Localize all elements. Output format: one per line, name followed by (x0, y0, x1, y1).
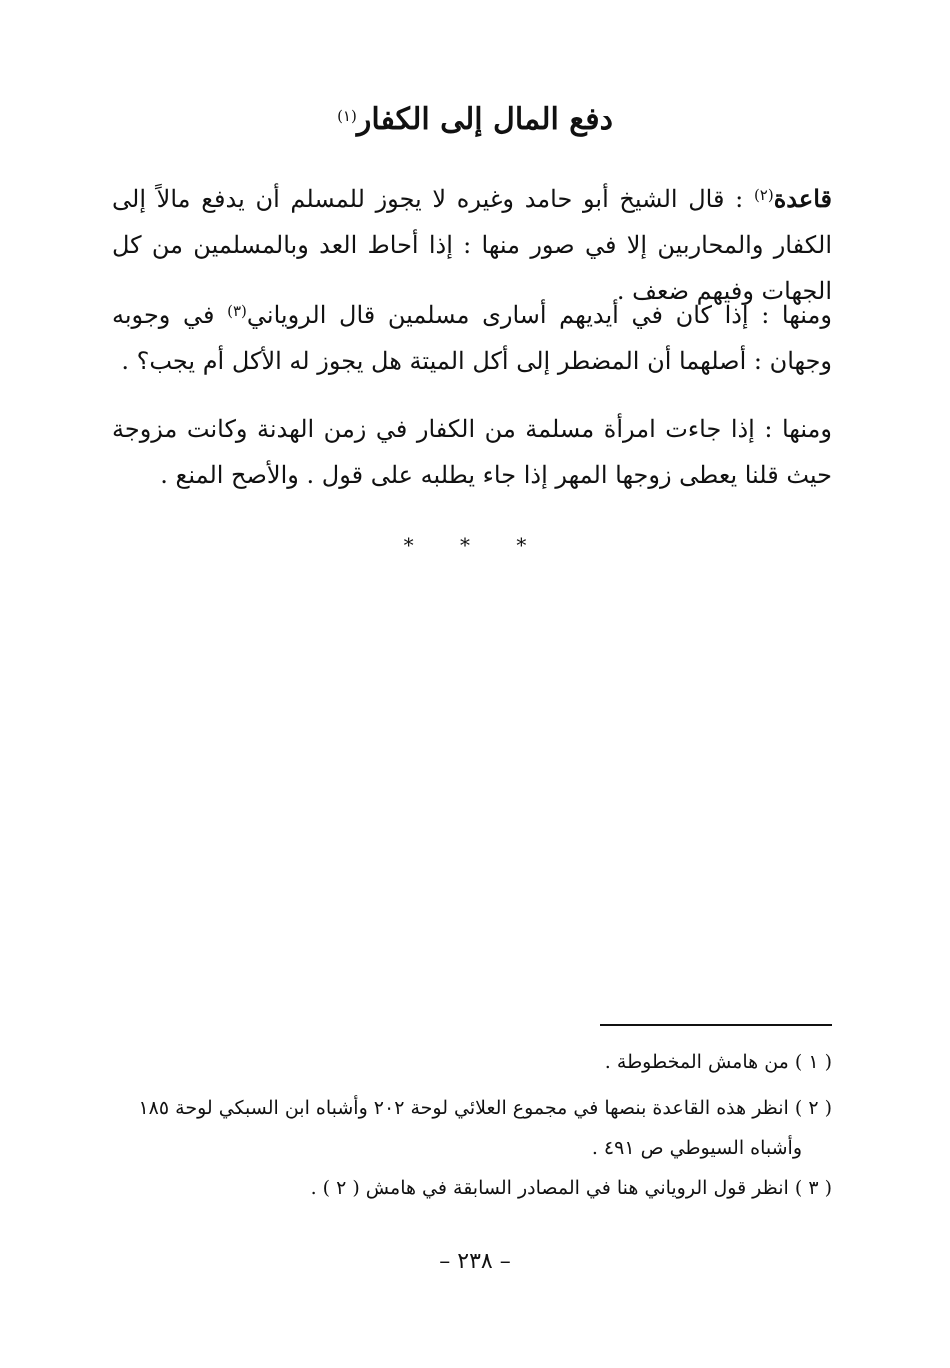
page-number: – ٢٣٨ – (439, 1249, 511, 1274)
captives-text-before: ومنها : إذا كان في أيديهم أسارى مسلمين قال الروياني (246, 301, 832, 329)
captives-text-after: في وجوبه وجهان : أصلهما أن المضطر إلى أكل الميتة هل يجوز له الأكل أم يجب؟ . (112, 301, 832, 375)
section-separator: * * * (403, 533, 547, 557)
page-title (0, 96, 950, 144)
title-footnote-ref: (١) (337, 107, 357, 125)
paragraph-truce (112, 406, 832, 498)
rule-text: : قال الشيخ أبو حامد وغيره لا يجوز للمسلم أن يدفع مالاً إلى الكفار والمحاربين إلا في صور منها : إذا أحاط العد وبالمسلمين من كل الجهات وفيهم ضعف . (112, 185, 832, 305)
title-text: دفع المال إلى الكفار (356, 102, 613, 137)
footnote-1: ( ١ ) من هامش المخطوطة . (604, 1051, 832, 1073)
captives-footnote-ref: (٣) (227, 302, 247, 320)
footnote-3: ( ٣ ) انظر قول الروياني هنا في المصادر السابقة في هامش ( ٢ ) . (310, 1177, 832, 1199)
footnote-2-continuation: وأشباه السيوطي ص ٤٩١ . (591, 1137, 802, 1159)
rule-footnote-ref: (٢) (753, 186, 774, 204)
paragraph-captives (112, 292, 832, 384)
footnote-2: ( ٢ ) انظر هذه القاعدة بنصها في مجموع العلائي لوحة ٢٠٢ وأشباه ابن السبكي لوحة ١٨٥ (138, 1097, 832, 1119)
footnote-divider (600, 1024, 832, 1026)
rule-heading: قاعدة (773, 184, 832, 213)
truce-text: ومنها : إذا جاءت امرأة مسلمة من الكفار في زمن الهدنة وكانت مزوجة حيث قلنا يعطى زوجها المهر إذا جاء يطلبه على قول . والأصح المنع . (112, 415, 832, 489)
